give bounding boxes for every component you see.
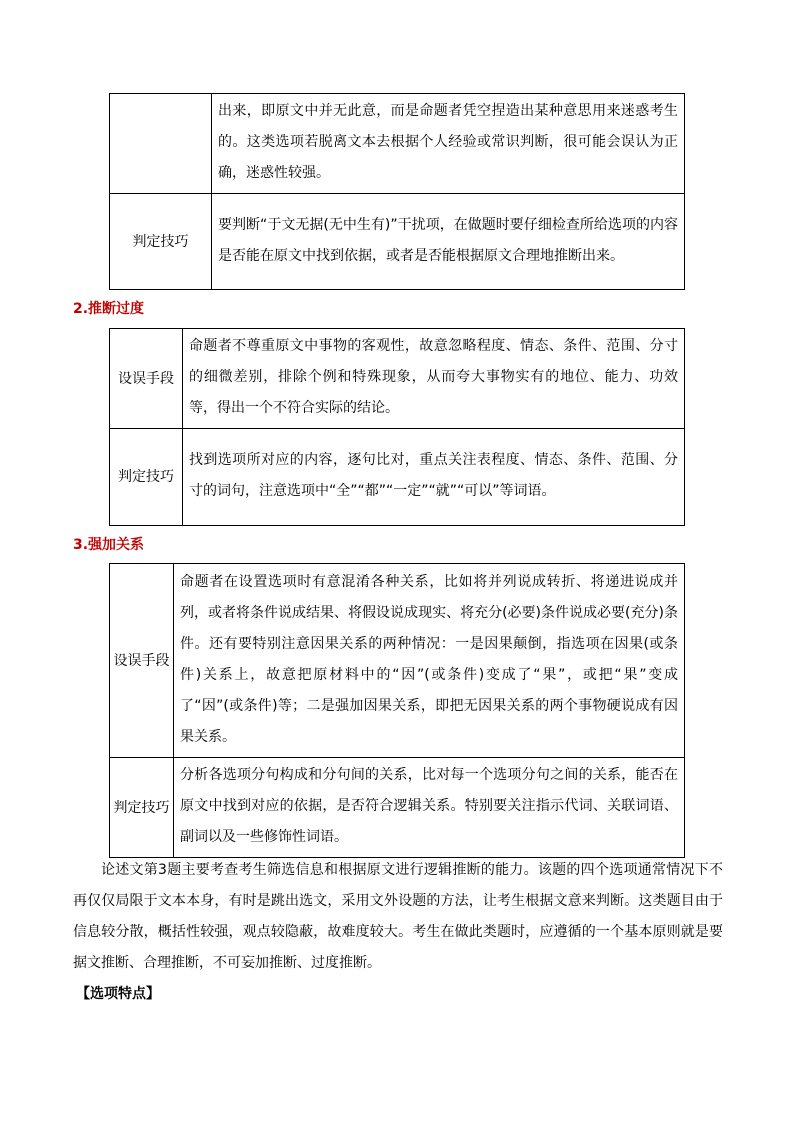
table-row — [110, 329, 685, 429]
section-heading-qiangjia-guanxi: 3.强加关系 — [73, 537, 145, 553]
table-yu-wen-wu-ju — [109, 93, 685, 290]
table-row — [110, 194, 685, 290]
row-label: 设误手段 — [110, 329, 183, 429]
row-label: 设误手段 — [110, 564, 174, 758]
table-tuiduan-guodu — [109, 328, 685, 526]
table-qiangjia-guanxi — [109, 563, 685, 858]
row-label: 判定技巧 — [110, 758, 174, 858]
section-tag-xuanxiang-tedian: 【选项特点】 — [76, 986, 160, 1002]
row-content: 出来，即原文中并无此意，而是命题者凭空捏造出某种意思用来迷惑考生的。这类选项若脱离文本去根据个人经验或常识判断，很可能会误认为正确，迷惑性较强。 — [212, 94, 685, 194]
table-row — [110, 564, 685, 758]
row-label — [110, 94, 212, 194]
table-row — [110, 758, 685, 858]
row-content: 命题者不尊重原文中事物的客观性，故意忽略程度、情态、条件、范围、分寸的细微差别，排除个例和特殊现象，从而夸大事物实有的地位、能力、功效等，得出一个不符合实际的结论。 — [183, 329, 685, 429]
row-content: 命题者在设置选项时有意混淆各种关系，比如将并列说成转折、将递进说成并列，或者将条件说成结果、将假设说成现实、将充分(必要)条件说成必要(充分)条件。还有要特别注意因果关系的两种情况：一是因果颠倒，指选项在因果(或条件)关系上，故意把原材料中的“因”(或条件)变成了“果”，或把“果”变成了“因”(或条件)等；二是强加因果关系，即把无因果关系的两个事物硬说成有因果关系。 — [174, 564, 685, 758]
row-content: 分析各选项分句构成和分句间的关系，比对每一个选项分句之间的关系，能否在原文中找到对应的依据，是否符合逻辑关系。特别要关注指示代词、关联词语、副词以及一些修饰性词语。 — [174, 758, 685, 858]
row-label: 判定技巧 — [110, 194, 212, 290]
body-paragraph: 论述文第3题主要考查考生筛选信息和根据原文进行逻辑推断的能力。该题的四个选项通常情况下不再仅仅局限于文本本身，有时是跳出选文，采用文外设题的方法，让考生根据文意来判断。这类题目由于信息较分散，概括性较强，观点较隐蔽，故难度较大。考生在做此类题时，应遵循的一个基本原则就是要据文推断、合理推断，不可妄加推断、过度推断。 — [73, 862, 723, 971]
table-row — [110, 429, 685, 526]
row-content: 找到选项所对应的内容，逐句比对，重点关注表程度、情态、条件、范围、分寸的词句，注意选项中“全”“都”“一定”“就”“可以”等词语。 — [183, 429, 685, 526]
row-label: 判定技巧 — [110, 429, 183, 526]
row-content: 要判断“于文无据(无中生有)”干扰项，在做题时要仔细检查所给选项的内容是否能在原文中找到依据，或者是否能根据原文合理地推断出来。 — [212, 194, 685, 290]
table-row — [110, 94, 685, 194]
section-heading-tuiduan-guodu: 2.推断过度 — [73, 301, 145, 317]
